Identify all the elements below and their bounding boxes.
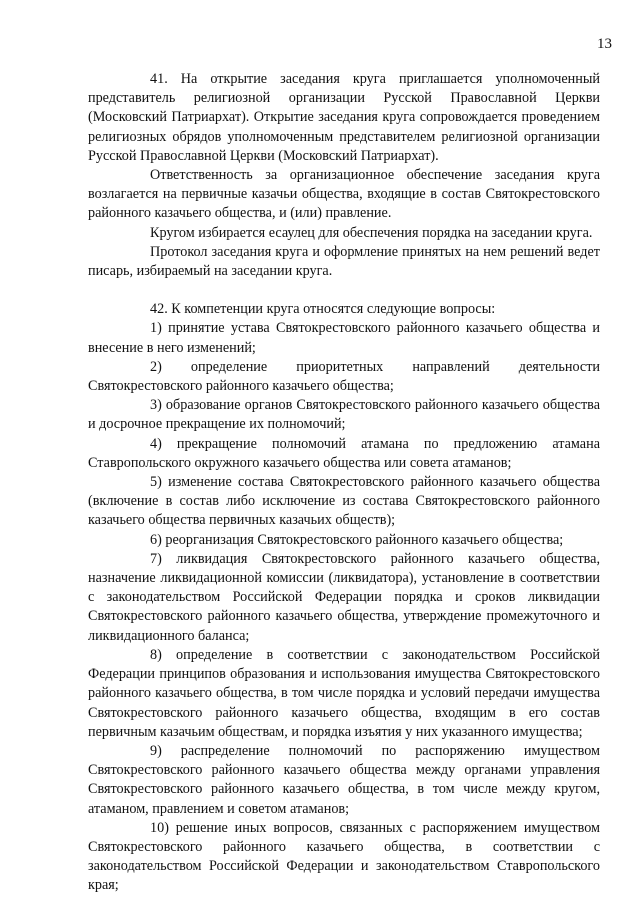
list-item-9: 9) распределение полномочий по распоряжению имуществом Святокрестовского районного казачьего общества между органами управления Святокрестовского районного казачьего общества, в том числе между кругом, атаманом, правлением и советом атаманов; (88, 742, 600, 817)
list-item-4: 4) прекращение полномочий атамана по предложению атамана Ставропольского окружного казачьего общества или совета атаманов; (88, 435, 600, 471)
paragraph-protocol: Протокол заседания круга и оформление принятых на нем решений ведет писарь, избираемый на заседании круга. (88, 243, 600, 280)
paragraph-42: 42. К компетенции круга относятся следующие вопросы: (150, 301, 496, 318)
list-item-1: 1) принятие устава Святокрестовского районного казачьего общества и внесение в него изменений; (88, 320, 600, 356)
paragraph-41: 41. На открытие заседания круга приглашается уполномоченный представитель религиозной организации Русской Православной Церкви (Московский Патриархат). Открытие заседания круга сопровождается проведением религиозных обрядов уполномоченным представителем религиозной организации Русской Православной Церкви (Московский Патриархат). (88, 71, 600, 164)
paragraph-esaul: Кругом избирается есаулец для обеспечения порядка на заседании круга. (150, 224, 593, 241)
document-body (88, 70, 600, 896)
list-item-7: 7) ликвидация Святокрестовского районного казачьего общества, назначение ликвидационной комиссии (ликвидатора), установление в соответствии с законодательством Российской Федерации порядка и сроков ликвидации Святокрестовского районного казачьего общества, утверждение промежуточного и ликвидационного баланса; (88, 550, 600, 644)
list-item-10: 10) решение иных вопросов, связанных с распоряжением имуществом Святокрестовского районного казачьего общества, в соответствии с законодательством Российской Федерации и законодательством Ставропольского края; (88, 819, 600, 894)
list-item-6: 6) реорганизация Святокрестовского районного казачьего общества; (150, 531, 564, 548)
list-item-5: 5) изменение состава Святокрестовского районного казачьего общества (включение в состав либо исключение из состава Святокрестовского районного казачьего общества первичных казачьих обществ); (88, 474, 600, 529)
list-item-2: 2) определение приоритетных направлений деятельности Святокрестовского районного казачьего общества; (88, 358, 600, 395)
paragraph-responsibility: Ответственность за организационное обеспечение заседания круга возлагается на первичные казачьи общества, входящие в состав Святокрестовского районного казачьего общества, и (или) правление. (88, 167, 600, 222)
list-item-3: 3) образование органов Святокрестовского районного казачьего общества и досрочное прекращение их полномочий; (88, 397, 600, 433)
page-number: 13 (597, 36, 612, 52)
list-item-8: 8) определение в соответствии с законодательством Российской Федерации принципов образования и использования имущества Святокрестовского районного казачьего общества, в том числе порядка и условий передачи имущества Святокрестовского районного казачьего общества, входящим в его состав первичным казачьим обществам, и порядка изъятия у них указанного имущества; (88, 646, 600, 740)
